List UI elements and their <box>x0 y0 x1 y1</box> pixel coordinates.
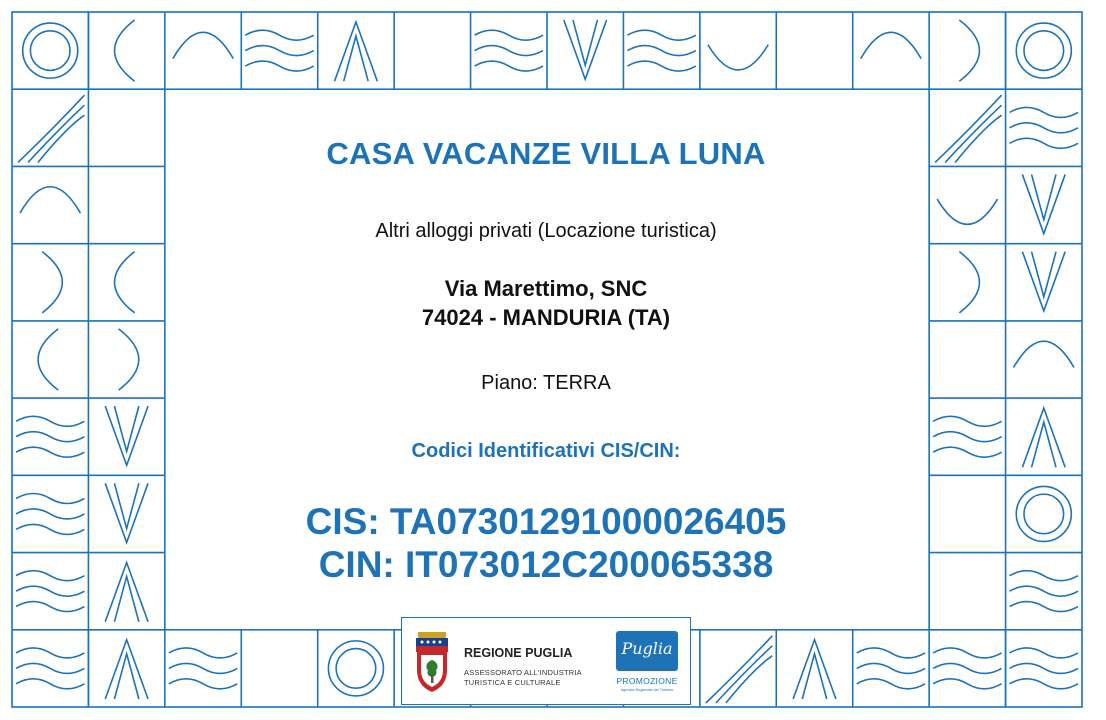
property-title: CASA VACANZE VILLA LUNA <box>326 136 766 171</box>
puglia-logo-icon <box>616 631 678 671</box>
cis-code: CIS: TA07301291000026405 <box>305 501 787 542</box>
identification-codes <box>166 500 926 586</box>
crest-icon <box>414 630 450 694</box>
region-department-line2: TURISTICA E CULTURALE <box>464 677 561 687</box>
region-department-line1: ASSESSORATO ALL'INDUSTRIA <box>464 668 582 677</box>
address-city: 74024 - MANDURIA (TA) <box>421 305 671 330</box>
region-name: REGIONE PUGLIA <box>464 646 573 660</box>
address-street: Via Marettimo, SNC <box>444 276 648 301</box>
sign-content <box>166 90 926 620</box>
codes-heading: Codici Identificativi CIS/CIN: <box>411 440 681 462</box>
promo-label: PROMOZIONE <box>616 676 678 686</box>
accommodation-category: Altri alloggi privati (Locazione turistica) <box>375 220 717 242</box>
address <box>166 274 926 332</box>
logo-panel <box>401 617 691 705</box>
puglia-logo-word: Puglia <box>621 639 673 658</box>
agency-label: Agenzia Regionale del Turismo <box>620 688 674 692</box>
floor-label: Piano: TERRA <box>481 372 611 394</box>
region-department <box>464 668 582 687</box>
cin-code: CIN: IT073012C200065338 <box>318 544 774 585</box>
